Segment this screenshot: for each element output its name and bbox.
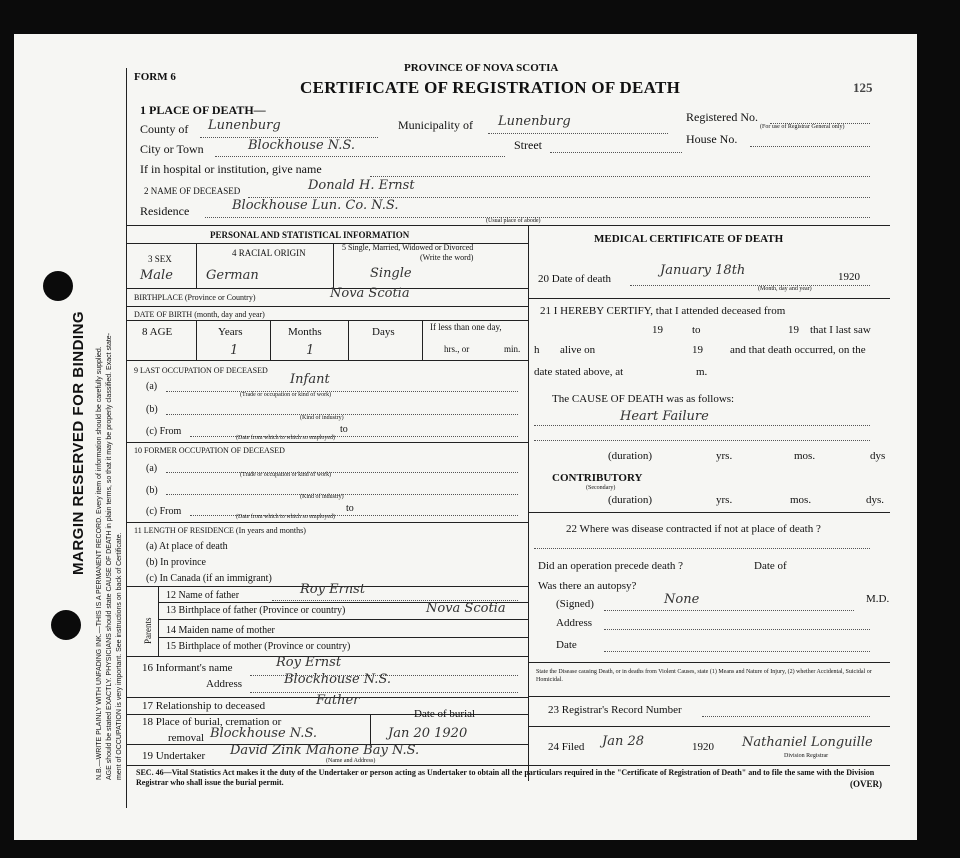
personal-heading: PERSONAL AND STATISTICAL INFORMATION <box>210 230 410 240</box>
years-value: 1 <box>230 343 239 358</box>
address-label: Address <box>206 678 243 690</box>
certify-m: m. <box>696 366 708 378</box>
secondary-note: (Secondary) <box>586 485 616 491</box>
certify-line: 21 I HEREBY CERTIFY, that I attended deceased from <box>540 305 786 317</box>
mother-birthplace-label: 15 Birthplace of mother (Province or country) <box>166 641 351 652</box>
father-bp-row-line <box>158 619 528 620</box>
certify-h: h <box>534 344 540 356</box>
occ-b-label: (b) <box>146 404 158 415</box>
registrar-note: Division Registrar <box>784 753 829 759</box>
filed-label: 24 Filed <box>548 741 585 753</box>
months-label: Months <box>288 326 322 338</box>
parents-side-label: Parents <box>143 617 153 644</box>
sex-label: 3 SEX <box>148 254 172 264</box>
mother-name-label: 14 Maiden name of mother <box>166 625 275 636</box>
undertaker-note: (Name and Address) <box>326 758 376 764</box>
father-value: Roy Ernst <box>300 582 366 597</box>
registrar-signature: Nathaniel Longuille <box>742 735 873 750</box>
relationship-value: Father <box>316 693 360 708</box>
margin-note-2: AGE should be stated EXACTLY. PHYSICIANS should state CAUSE OF DEATH in plain terms, so that it may be properly classified. Exact state- <box>106 332 113 780</box>
parents-divider <box>158 586 159 656</box>
occ-date-note: (Date from which to which so employed) <box>236 435 335 441</box>
age-bottom <box>126 360 528 361</box>
contrib-yrs: yrs. <box>716 494 733 506</box>
residence-value: Blockhouse Lun. Co. N.S. <box>232 198 399 213</box>
certify-date-stated: date stated above, at <box>534 366 624 378</box>
house-line <box>750 146 870 147</box>
address-value: Blockhouse N.S. <box>284 672 392 687</box>
certify-19-a: 19 <box>652 324 663 336</box>
q22-label: 22 Where was disease contracted if not at place of death ? <box>566 523 821 535</box>
city-line <box>215 156 505 157</box>
margin-note-3: ment of OCCUPATION is very important. See instructions on back of Certificate. <box>116 532 123 780</box>
undertaker-label: 19 Undertaker <box>142 750 206 762</box>
date-burial-label: Date of burial <box>414 708 476 720</box>
medical-date-line <box>604 651 870 652</box>
cause-line-1 <box>534 425 870 426</box>
date-death-value: January 18th <box>660 263 746 278</box>
footer-note: SEC. 46—Vital Statistics Act makes it the duty of the Undertaker or person acting as Undertaker to obtain all the particulars required in the "Certificate of Registration of Death" and to file the same with the Division Registrar who shall issue the burial permit. <box>136 768 875 787</box>
contributory-label: CONTRIBUTORY <box>552 472 643 484</box>
municipality-line <box>488 133 668 134</box>
date-death-label: 20 Date of death <box>538 273 611 285</box>
province-heading: PROVINCE OF NOVA SCOTIA <box>404 62 559 74</box>
relationship-label: 17 Relationship to deceased <box>142 700 266 712</box>
cause-label: The CAUSE OF DEATH was as follows: <box>552 393 735 405</box>
form-bottom-line <box>126 765 890 766</box>
days-label: Days <box>372 326 395 338</box>
place-of-death-heading: 1 PLACE OF DEATH— <box>140 103 266 117</box>
house-no-label: House No. <box>686 132 738 146</box>
filed-value: Jan 28 <box>602 734 645 749</box>
death-year-value: 1920 <box>838 271 860 283</box>
autopsy-label: Was there an autopsy? <box>538 580 637 592</box>
medical-bottom <box>528 662 890 663</box>
marital-label: 5 Single, Married, Widowed or Divorced <box>342 243 474 252</box>
father-birthplace-value: Nova Scotia <box>426 601 506 616</box>
registered-note: (For use of Registrar General only) <box>760 124 845 130</box>
father-label: 12 Name of father <box>166 590 240 601</box>
former-date-note: (Date from which to which so employed) <box>236 514 335 520</box>
occ-a-label: (a) <box>146 381 158 392</box>
marital-value: Single <box>370 266 412 281</box>
in-canada-label: (c) In Canada (if an immigrant) <box>146 573 272 584</box>
street-line <box>550 152 682 153</box>
cause-mos: mos. <box>794 450 816 462</box>
hrs-label: hrs., or <box>444 344 470 354</box>
date-burial-value: Jan 20 1920 <box>388 726 468 741</box>
cause-dys: dys <box>870 450 886 462</box>
registered-no-label: Registered No. <box>686 110 758 124</box>
age-div-3 <box>348 320 349 360</box>
binding-hole-bottom <box>51 610 81 640</box>
former-a-label: (a) <box>146 463 158 474</box>
contrib-bottom <box>528 512 890 513</box>
cause-line-2 <box>534 440 870 441</box>
certify-19-b: 19 <box>788 324 799 336</box>
date-death-bottom <box>528 298 890 299</box>
cause-duration: (duration) <box>608 450 652 462</box>
certify-19-c: 19 <box>692 344 703 356</box>
certify-occurred: and that death occurred, on the <box>730 344 866 356</box>
margin-reserved-label: MARGIN RESERVED FOR BINDING <box>70 310 87 575</box>
dob-label: DATE OF BIRTH (month, day and year) <box>134 310 265 319</box>
less-day-label: If less than one day, <box>430 322 502 332</box>
binding-hole-top <box>43 271 73 301</box>
deceased-name-label: 2 NAME OF DECEASED <box>144 186 241 196</box>
occ-trade-note: (Trade or occupation or kind of work) <box>240 392 332 398</box>
operation-label: Did an operation precede death ? <box>538 560 684 572</box>
former-b-label: (b) <box>146 485 158 496</box>
page-number: 125 <box>853 80 873 95</box>
page-title: CERTIFICATE OF REGISTRATION OF DEATH <box>300 78 681 97</box>
address-line <box>250 692 518 693</box>
city-label: City or Town <box>140 142 204 156</box>
street-label: Street <box>514 138 542 152</box>
certify-last-saw: that I last saw <box>810 324 871 336</box>
q22-line <box>534 548 870 549</box>
note-bottom <box>528 696 890 697</box>
signed-line <box>604 610 854 611</box>
medical-address-line <box>604 629 870 630</box>
years-label: Years <box>218 326 243 338</box>
age-label: 8 AGE <box>142 326 173 338</box>
medical-heading: MEDICAL CERTIFICATE OF DEATH <box>594 233 784 245</box>
burial-label: 18 Place of burial, cremation or <box>142 716 282 728</box>
medical-address-label: Address <box>556 617 593 629</box>
occ-to-label: to <box>340 424 348 435</box>
residence-label: Residence <box>140 204 190 218</box>
former-to-label: to <box>346 503 354 514</box>
dob-bottom <box>126 320 528 321</box>
removal-label: removal <box>168 732 205 744</box>
record-bottom <box>528 726 890 727</box>
column-divider <box>528 225 529 781</box>
birthplace-bottom <box>126 306 528 307</box>
racial-value: German <box>206 268 259 283</box>
sex-divider <box>196 243 197 288</box>
length-residence-label: 11 LENGTH OF RESIDENCE (In years and months) <box>134 526 306 535</box>
undertaker-value: David Zink Mahone Bay N.S. <box>230 743 420 758</box>
filed-year: 1920 <box>692 741 714 753</box>
father-birthplace-label: 13 Birthplace of father (Province or country) <box>166 605 346 616</box>
contrib-duration: (duration) <box>608 494 652 506</box>
county-label: County of <box>140 122 189 136</box>
birthplace-value: Nova Scotia <box>330 286 410 301</box>
last-occupation-value: Infant <box>290 372 330 387</box>
contrib-mos: mos. <box>790 494 812 506</box>
record-number-label: 23 Registrar's Record Number <box>548 704 682 716</box>
burial-value: Blockhouse N.S. <box>210 726 318 741</box>
former-occupation-label: 10 FORMER OCCUPATION OF DECEASED <box>134 446 285 455</box>
former-industry-note: (Kind of industry) <box>300 494 344 500</box>
record-line <box>702 716 870 717</box>
marital-note: (Write the word) <box>420 253 474 262</box>
occ-from-label: (c) From <box>146 426 182 437</box>
at-place-label: (a) At place of death <box>146 541 228 552</box>
birthplace-label: BIRTHPLACE (Province or Country) <box>134 293 256 302</box>
cause-value: Heart Failure <box>620 409 709 424</box>
former-bottom <box>126 522 528 523</box>
signed-value: None <box>664 592 700 607</box>
age-div-4 <box>422 320 423 360</box>
last-occupation-label: 9 LAST OCCUPATION OF DECEASED <box>134 366 268 375</box>
informant-label: 16 Informant's name <box>142 662 233 674</box>
municipality-value: Lunenburg <box>498 114 571 129</box>
hospital-line <box>370 176 870 177</box>
state-disease-note: State the Disease causing Death, or in deaths from Violent Causes, state (1) Means and Nature of Injury, (2) whether Accidental, Suicidal or Homicidal. <box>536 669 872 683</box>
county-value: Lunenburg <box>208 118 281 133</box>
occ-industry-note: (Kind of industry) <box>300 415 344 421</box>
residence-note: (Usual place of abode) <box>486 218 541 224</box>
date-death-line <box>630 285 870 286</box>
occ-bottom <box>126 442 528 443</box>
age-div-2 <box>270 320 271 360</box>
burial-divider <box>370 714 371 744</box>
date-death-note: (Month, day and year) <box>758 286 812 292</box>
racial-label: 4 RACIAL ORIGIN <box>232 248 306 258</box>
former-trade-note: (Trade or occupation or kind of work) <box>240 472 332 478</box>
signed-label: (Signed) <box>556 598 594 610</box>
sex-value: Male <box>140 268 173 283</box>
contrib-dys: dys. <box>866 494 885 506</box>
mother-row-line <box>158 637 528 638</box>
form-number: FORM 6 <box>134 71 176 83</box>
min-label: min. <box>504 344 521 354</box>
margin-note-1: N.B.—WRITE PLAINLY WITH UNFADING INK.—THIS IS A PERMANENT RECORD. Every item of information should be carefully supplied. <box>96 346 103 780</box>
occ-a-line <box>166 391 518 392</box>
race-divider <box>333 243 334 288</box>
months-value: 1 <box>306 343 315 358</box>
medical-date-label: Date <box>556 639 577 651</box>
md-label: M.D. <box>866 593 890 605</box>
certify-to: to <box>692 324 701 336</box>
cause-yrs: yrs. <box>716 450 733 462</box>
in-province-label: (b) In province <box>146 557 206 568</box>
date-of-label: Date of <box>754 560 787 572</box>
sex-row-bottom <box>126 288 528 289</box>
deceased-name-value: Donald H. Ernst <box>308 178 415 193</box>
former-from-label: (c) From <box>146 506 182 517</box>
municipality-label: Municipality of <box>398 118 473 132</box>
age-div-1 <box>196 320 197 360</box>
former-a-line <box>166 472 518 473</box>
city-value: Blockhouse N.S. <box>248 138 356 153</box>
informant-value: Roy Ernst <box>276 655 342 670</box>
personal-block-top <box>126 225 890 226</box>
hospital-label: If in hospital or institution, give name <box>140 162 322 176</box>
over-label: (OVER) <box>850 779 882 789</box>
certify-alive-on: alive on <box>560 344 596 356</box>
